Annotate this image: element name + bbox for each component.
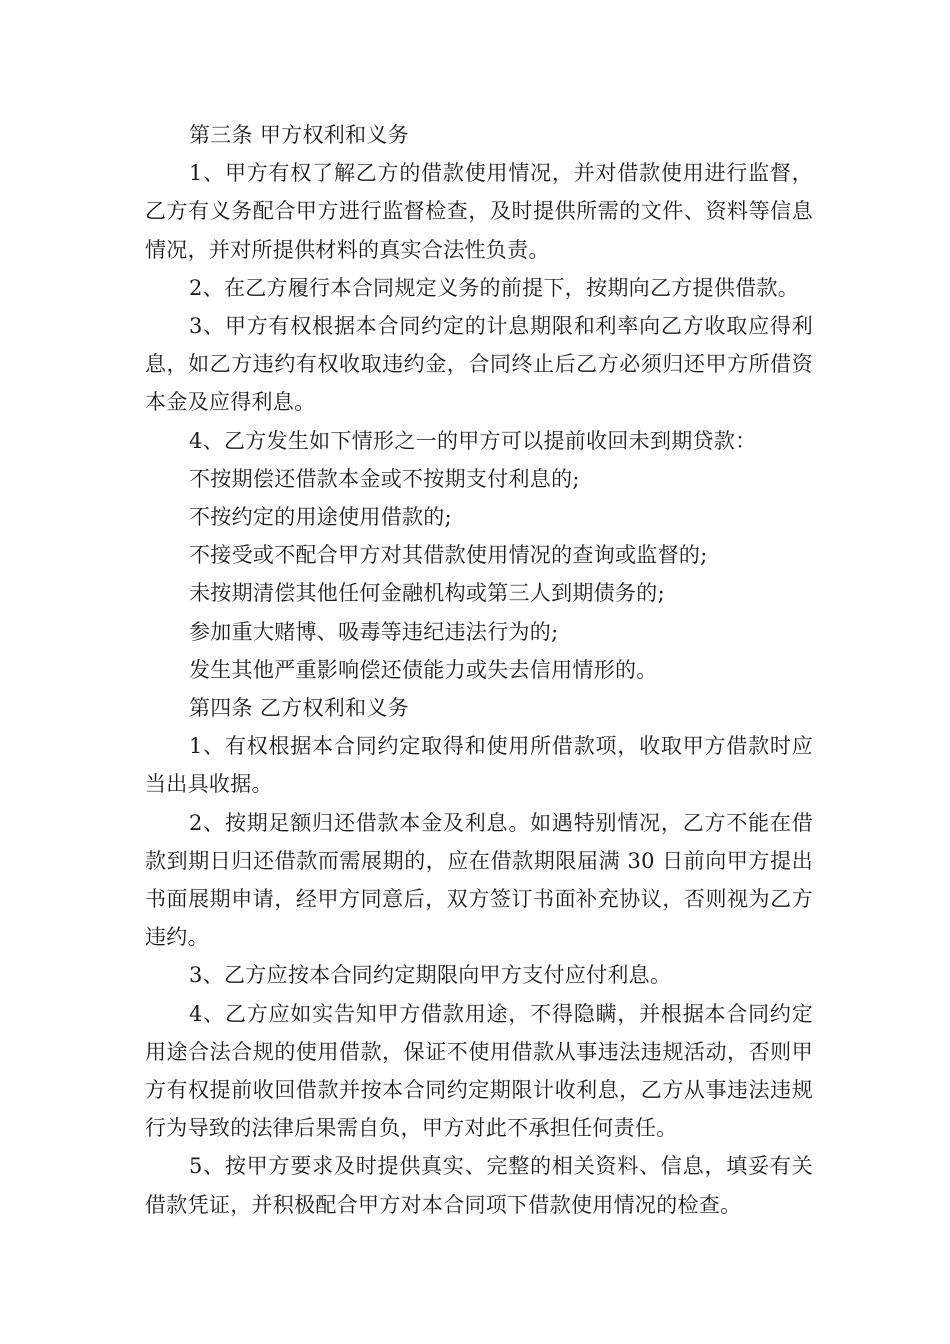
paragraph-4-1: 1、有权根据本合同约定取得和使用所借款项，收取甲方借款时应当出具收据。 [145, 734, 813, 797]
paragraph-3-2: 2、在乙方履行本合同规定义务的前提下，按期向乙方提供借款。 [189, 275, 800, 300]
paragraph-4-5: 5、按甲方要求及时提供真实、完整的相关资料、信息，填妥有关借款凭证，并积极配合甲方对本合同项下借款使用情况的检查。 [145, 1154, 813, 1217]
list-item-condition: 不按约定的用途使用借款的; [189, 505, 452, 530]
section-heading-article-4: 第四条 乙方权利和义务 [189, 696, 409, 721]
section-heading-article-3: 第三条 甲方权利和义务 [189, 123, 409, 147]
paragraph-4-2: 2、按期足额归还借款本金及利息。如遇特别情况，乙方不能在借款到期日归还借款而需展期的，应在借款期限届满 30 日前向甲方提出书面展期申请，经甲方同意后，双方签订书面补充协议，否则视为乙方违约。 [145, 810, 813, 950]
list-item-condition: 发生其他严重影响偿还债能力或失去信用情形的。 [189, 657, 658, 682]
list-item-condition: 参加重大赌博、吸毒等违纪违法行为的; [189, 619, 559, 644]
paragraph-4-3: 3、乙方应按本合同约定期限向甲方支付应付利息。 [189, 963, 672, 988]
paragraph-3-3: 3、甲方有权根据本合同约定的计息期限和利率向乙方收取应得利息，如乙方违约有权收取违约金，合同终止后乙方必须归还甲方所借资本金及应得利息。 [145, 314, 813, 415]
list-item-condition: 不接受或不配合甲方对其借款使用情况的查询或监督的; [189, 543, 708, 568]
paragraph-3-4: 4、乙方发生如下情形之一的甲方可以提前收回未到期贷款： [189, 428, 757, 453]
paragraph-3-1: 1、甲方有权了解乙方的借款使用情况，并对借款使用进行监督，乙方有义务配合甲方进行监督检查，及时提供所需的文件、资料等信息情况，并对所提供材料的真实合法性负责。 [145, 161, 813, 262]
paragraph-4-4: 4、乙方应如实告知甲方借款用途，不得隐瞒，并根据本合同约定用途合法合规的使用借款，保证不使用借款从事违法违规活动，否则甲方有权提前收回借款并按本合同约定期限计收利息，乙方从事违法违规行为导致的法律后果需自负，甲方对此不承担任何责任。 [145, 1001, 813, 1141]
list-item-condition: 不按期偿还借款本金或不按期支付利息的; [189, 466, 580, 491]
list-item-condition: 未按期清偿其他任何金融机构或第三人到期债务的; [189, 581, 665, 606]
document-body [145, 116, 813, 1224]
